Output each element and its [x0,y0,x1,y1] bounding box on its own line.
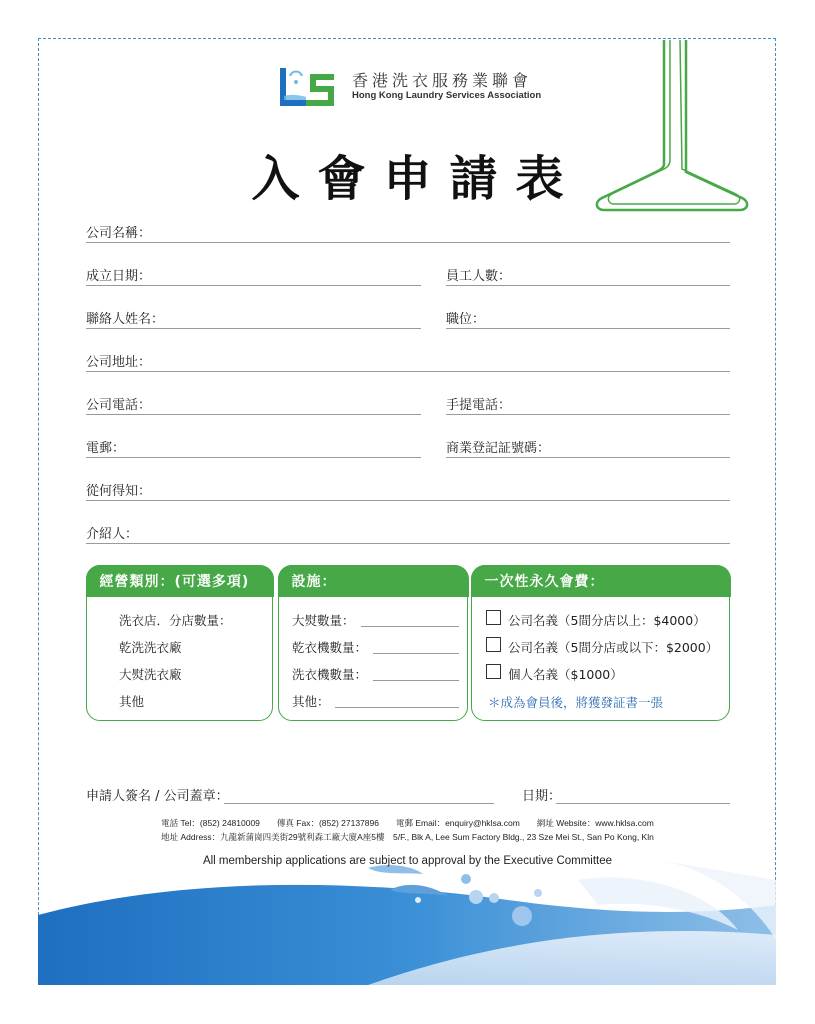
date-label: 日期： [522,789,562,804]
facility-other-input[interactable] [335,693,459,708]
facility-dryer-label: 乾衣機數量： [292,640,368,655]
facility-other-label: 其他： [292,694,330,709]
mobile-phone-label: 手提電話： [446,398,512,413]
source-field[interactable] [86,478,730,501]
facility-ironer-label: 大熨數量： [292,613,355,628]
business-item-dry-cleaning[interactable]: 乾洗洗衣廠 [119,640,182,655]
form-title: 入會申請表 [251,151,582,207]
established-date-field[interactable] [86,263,421,286]
company-address-label: 公司地址： [86,355,152,370]
business-type-box [86,565,273,721]
wave-decoration [38,860,776,985]
company-address-field[interactable] [86,349,730,372]
facility-washer-label: 洗衣機數量： [292,667,368,682]
signature-input[interactable] [224,789,494,804]
association-logo [276,66,338,110]
staff-count-label: 員工人數： [446,269,512,284]
business-item-laundry-shop[interactable]: 洗衣店．分店數量： [119,613,232,628]
facility-ironer-input[interactable] [361,612,459,627]
company-name-label: 公司名稱： [86,226,152,241]
br-number-field[interactable] [446,435,730,458]
membership-fee-heading: 一次性永久會費： [471,565,731,597]
facility-washer-input[interactable] [373,666,459,681]
fee-option-3-label: 個人名義（$1000） [508,667,623,682]
business-type-heading: 經營類別：(可選多項) [86,565,274,597]
contact-name-field[interactable] [86,306,421,329]
certificate-note: ＊成為會員後，將獲發証書一張 [488,695,664,710]
referrer-label: 介紹人： [86,527,139,542]
company-name-field[interactable] [86,220,730,243]
position-label: 職位： [446,312,486,327]
fee-option-2-checkbox[interactable] [486,637,501,652]
fee-option-1-checkbox[interactable] [486,610,501,625]
fee-option-3-checkbox[interactable] [486,664,501,679]
facilities-box [278,565,468,721]
business-item-other[interactable]: 其他 [119,694,145,709]
br-number-label: 商業登記証號碼： [446,441,551,456]
referrer-field[interactable] [86,521,730,544]
org-name-en: Hong Kong Laundry Services Association [352,90,542,101]
mobile-phone-field[interactable] [446,392,730,415]
facility-dryer-input[interactable] [373,639,459,654]
facilities-heading: 設施： [278,565,469,597]
business-item-large-ironing[interactable]: 大熨洗衣廠 [119,667,182,682]
email-label: 電郵： [86,441,126,456]
contact-line-address: 地址 Address：九龍新蒲崗四美街29號利森工廠大廈A座5樓 5/F., Blk A, Lee Sum Factory Bldg., 23 Sze Mei St., San Po Kong, Kln [161,832,654,842]
contact-line-phone: 電話 Tel：(852) 24810009 傳真 Fax：(852) 27137896 電郵 Email：enquiry@hklsa.com 網址 Website：www.hklsa.com [161,818,654,828]
fee-option-2-label: 公司名義（5間分店或以下：$2000） [508,640,719,655]
position-field[interactable] [446,306,730,329]
established-date-label: 成立日期： [86,269,152,284]
staff-count-field[interactable] [446,263,730,286]
email-field[interactable] [86,435,421,458]
contact-name-label: 聯絡人姓名： [86,312,165,327]
signature-label: 申請人簽名 / 公司蓋章： [86,789,229,804]
source-label: 從何得知： [86,484,152,499]
fee-option-1-label: 公司名義（5間分店以上：$4000） [508,613,706,628]
company-phone-field[interactable] [86,392,421,415]
approval-disclaimer: All membership applications are subject to approval by the Executive Committee [202,855,613,867]
company-phone-label: 公司電話： [86,398,152,413]
date-input[interactable] [556,789,730,804]
org-name-zh: 香港洗衣服務業聯會 [352,71,533,90]
membership-fee-box [471,565,730,721]
